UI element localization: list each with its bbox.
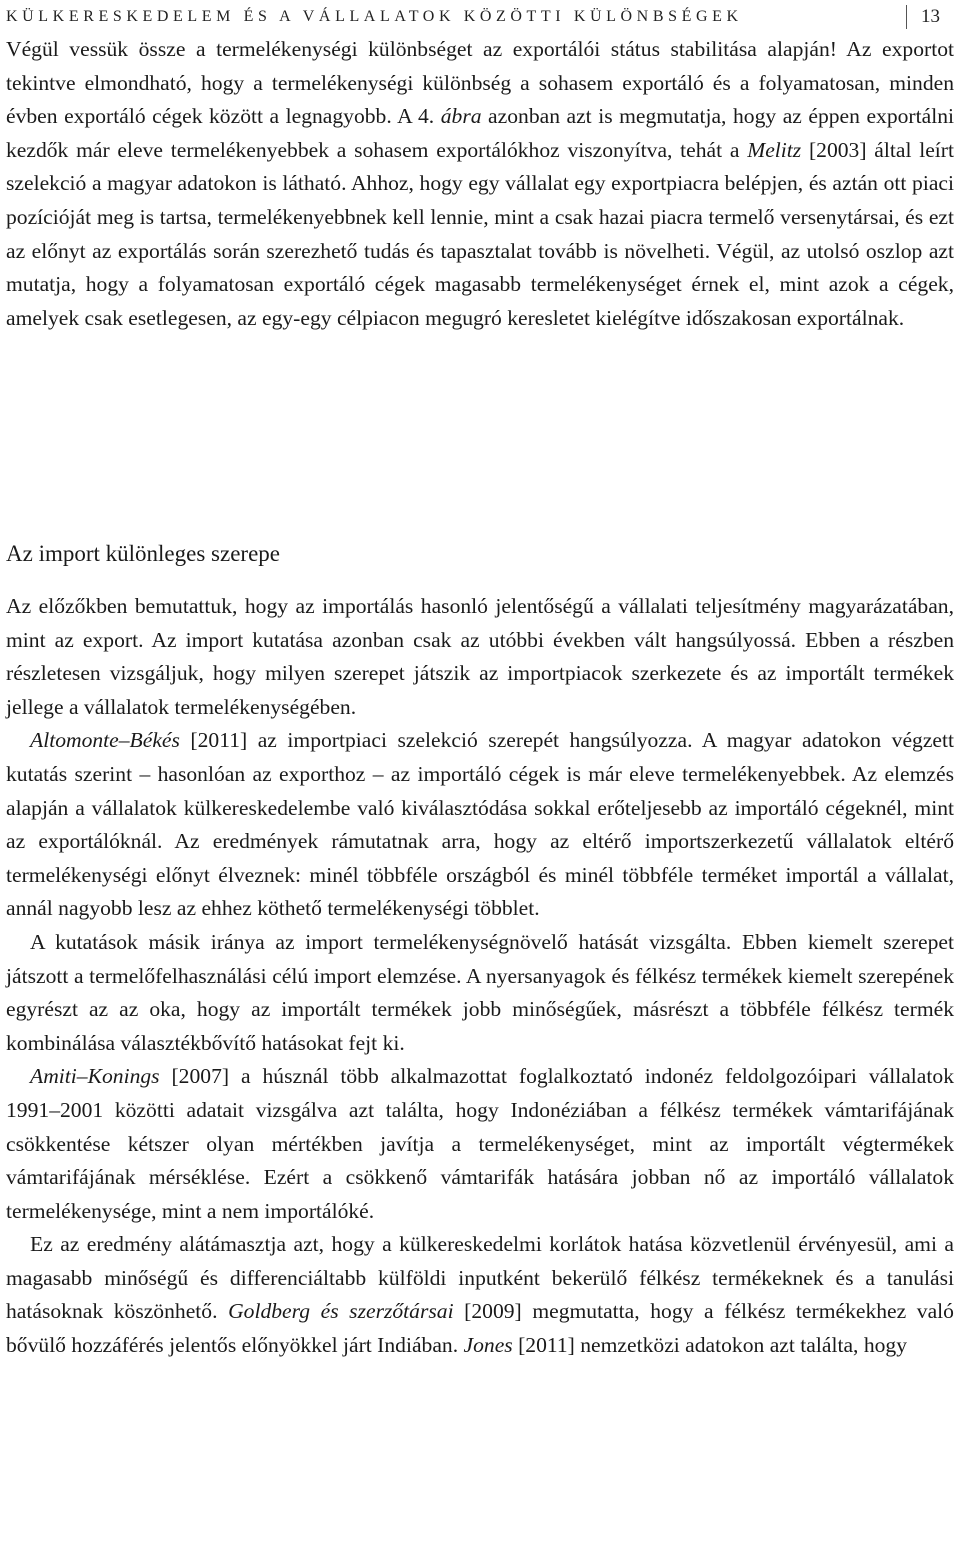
paragraph: Az előzőkben bemutattuk, hogy az importálás hasonló jelentőségű a vállalati teljesítmény magyarázatában, mint az export. Az import kutatása azonban csak az utóbbi években vált hangsúlyossá. Ebben a részben részletesen vizsgáljuk, hogy milyen szerepet játszik az importpiacok szerkezete és az importált termékek jellege a vállalatok termelékenységében. bbox=[6, 594, 954, 719]
citation-author: Amiti–Konings bbox=[30, 1064, 160, 1089]
figure-reference: ábra bbox=[440, 104, 482, 129]
text-run: azonban azt is megmutatja, hogy az éppen exportálni kezdők már eleve termelékenyebbek a sohasem exportálókhoz viszonyítva, tehát a bbox=[6, 104, 955, 162]
citation-author: Goldberg és szerzőtársai bbox=[228, 1299, 454, 1324]
text-run: [2011] nemzetközi adatokon azt találta, hogy bbox=[512, 1333, 908, 1358]
citation-author: Jones bbox=[463, 1333, 513, 1358]
running-title: KÜLKERESKEDELEM ÉS A VÁLLALATOK KÖZÖTTI KÜLÖNBSÉGEK bbox=[6, 8, 743, 25]
text-run: [2003] által leírt szelekció a magyar adatokon is látható. Ahhoz, hogy egy vállalat egy exportpiacra belépjen, és aztán ott piaci pozícióját meg is tartsa, termelékenyebbnek kell lennie, mint a csak hazai piacra termelő versenytársai, és ezt az előnyt az exportálás során szerezhető tudás és tapasztalat tovább is növelheti. Végül, az utolsó oszlop azt mutatja, hogy a folyamatosan exportáló cégek magasabb termelékenységet érnek el, mint azok a cégek, amelyek csak esetlegesen, az egy-egy célpiacon megugró keresletet kielégítve időszakosan exportálnak. bbox=[6, 137, 954, 330]
citation-author: Altomonte–Békés bbox=[30, 728, 180, 753]
text-block-import bbox=[6, 590, 954, 1363]
text-run: [2007] a húsznál több alkalmazottat foglalkoztató indonéz feldolgozóipari vállalatok 1991–2001 közötti adatait vizsgálva azt találta, hogy Indonéziában a félkész termékek vámtarifájának csökkentése kétszer olyan mértékben javítja a termelékenységet, mint az importált végtermékek vámtarifájának mérséklése. Ezért a csökkenő vámtarifák hatására jobban nő az importáló vállalatok termelékenysége, mint a nem importálóké. bbox=[6, 1064, 954, 1223]
text-run: Végül vessük össze a termelékenységi különbséget az exportálói státus stabilitása alapján! Az exportot tekintve elmondható, hogy a termelékenységi különbség a sohasem exportáló és a folyamatosan, minden évben exportáló cégek között a legnagyobb. A 4. bbox=[6, 37, 954, 129]
citation-author: Melitz bbox=[747, 137, 802, 162]
text-block-export bbox=[6, 33, 954, 335]
paragraph bbox=[6, 724, 954, 926]
text-run: [2009] megmutatta, hogy a félkész termékekhez való bővülő hozzáférés jelentős előnyökkel járt Indiában. bbox=[6, 1299, 954, 1358]
header-divider bbox=[906, 5, 907, 29]
text-run: [2011] az importpiaci szelekció szerepét hangsúlyozza. A magyar adatokon végzett kutatás szerint – hasonlóan az exporthoz – az importáló cégek is már eleve termelékenyebbek. Az elemzés alapján a vállalatok külkereskedelembe való kiválasztódása sokkal erőteljesebb az importáló cégeknél, mint az exportálóknál. Az eredmények rámutatnak arra, hogy az eltérő importszerkezetű vállalatok eltérő termelékenységi előnyt élveznek: minél többféle országból és minél többféle terméket importál a vállalat, annál nagyobb lesz az ehhez köthető termelékenységi többlet. bbox=[6, 728, 954, 921]
paragraph bbox=[6, 1228, 954, 1362]
running-header bbox=[6, 4, 940, 30]
page-number: 13 bbox=[921, 6, 940, 27]
text-run: Ez az eredmény alátámasztja azt, hogy a külkereskedelmi korlátok hatása közvetlenül érvényesül, ami a magasabb minőségű és differenciáltabb külföldi inputként bekerülő félkész termékeknek és a tanulási hatásoknak köszönhető. bbox=[6, 1232, 954, 1324]
paragraph bbox=[6, 33, 954, 335]
section-heading: Az import különleges szerepe bbox=[6, 541, 280, 566]
paragraph bbox=[6, 1060, 954, 1228]
paragraph: A kutatások másik iránya az import termelékenységnövelő hatását vizsgálta. Ebben kiemelt szerepet játszott a termelőfelhasználási célú import elemzése. A nyersanyagok és félkész termékek kiemelt szerepének egyrészt az az oka, hogy az importált termékek jobb minőségűek, másrészt a többféle félkész termék kombinálása választékbővítő hatásokat fejt ki. bbox=[6, 929, 954, 1055]
